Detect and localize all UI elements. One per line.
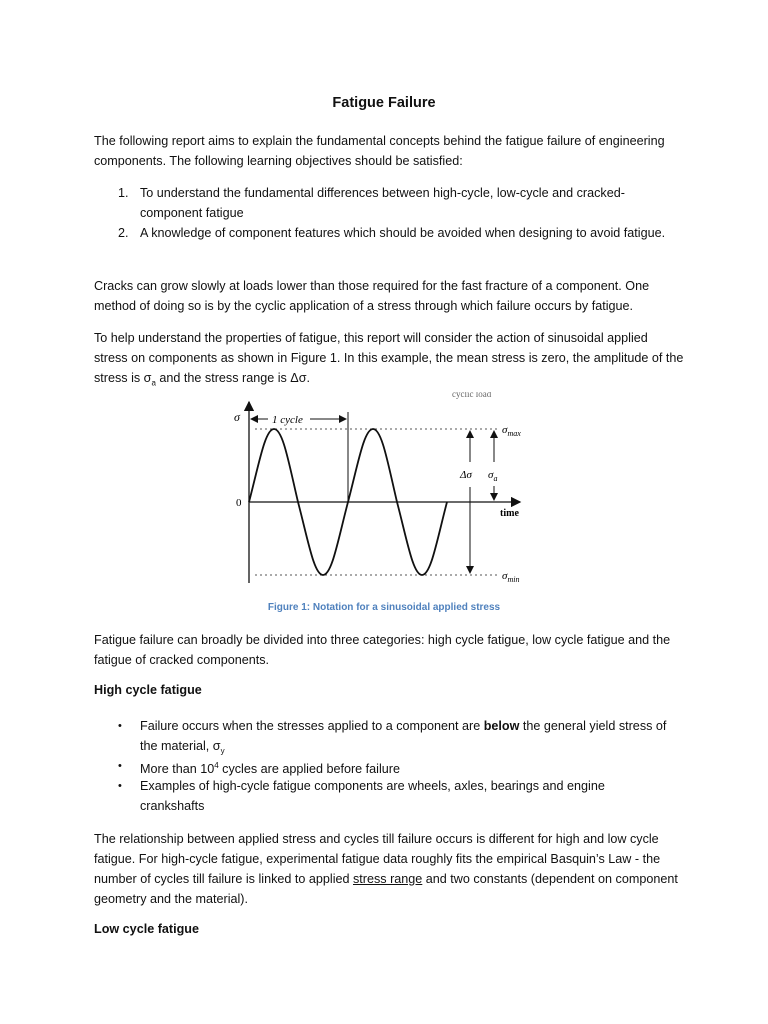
relationship-paragraph (94, 829, 684, 909)
stress-range-underlined: stress range (353, 872, 423, 886)
intro-paragraph: The following report aims to explain the fundamental concepts behind the fatigue failure of engineering components. The following learning objectives should be satisfied: (94, 134, 665, 168)
sinusoid-figure (222, 392, 522, 592)
sigma-y-subscript: y (220, 746, 225, 756)
bullet2-text-a: More than 10 (140, 762, 215, 777)
relationship-text-2: and two constants (dependent on component geometry and the material). (94, 872, 678, 906)
time-label: time (500, 508, 519, 519)
delta-sigma-label: Δσ (460, 469, 472, 481)
sinusoid-text-2: and the stress range is Δσ. (155, 371, 310, 385)
cracks-paragraph: Cracks can grow slowly at loads lower than those required for the fast fracture of a component. One method of doing so is by the cyclic application of a stress through which failure occurs by fatigue. (94, 279, 650, 313)
sigma-max-label: $\sigma_{max}$ (502, 424, 521, 438)
sinusoid-text-1: To help understand the properties of fatigue, this report will consider the action of sinusoidal applied stress on components as shown in Figure 1. In this example, the mean stress is zero, the amplitude of the stress is σ (94, 331, 684, 385)
low-cycle-heading: Low cycle fatigue (94, 922, 199, 936)
objective-text: A knowledge of component features which should be avoided when designing to avoid fatigue. (140, 226, 666, 240)
exponent: 4 (214, 761, 219, 770)
relationship-text-1: The relationship between applied stress and cycles till failure occurs is different for high and low cycle fatigue. For high-cycle fatigue, experimental fatigue data roughly fits the empirical Basquin’s Law - the number of cycles till failure is linked to applied (94, 832, 661, 886)
bullet-marker: • (118, 780, 122, 792)
bullet2-text-b: cycles are applied before failure (218, 762, 400, 777)
high-cycle-heading: High cycle fatigue (94, 683, 202, 697)
top-clipped-label: cyclic load (452, 392, 492, 399)
bullet1-text-a: Failure occurs when the stresses applied to a component are (140, 719, 484, 733)
sigma-a-label: $\sigma_a$ (488, 469, 498, 483)
sigma-min-label: $\sigma_{min}$ (502, 570, 520, 584)
objective-number: 1. (118, 186, 129, 200)
cycle-label: 1 cycle (272, 414, 303, 426)
objective-text: To understand the fundamental differences between high-cycle, low-cycle and cracked-component fatigue (140, 186, 625, 220)
categories-paragraph: Fatigue failure can broadly be divided into three categories: high cycle fatigue, low cycle fatigue and the fatigue of cracked components. (94, 633, 671, 667)
bullet-marker: • (118, 760, 122, 772)
bullet1-text-b: the general yield stress of the material, σ (140, 719, 667, 753)
figure-caption: Figure 1: Notation for a sinusoidal applied stress (267, 602, 501, 613)
objective-number: 2. (118, 226, 129, 240)
bullet-text (140, 716, 670, 762)
sigma-axis-label: σ (234, 410, 240, 424)
sigma-a-subscript: a (151, 378, 156, 388)
bullet1-bold: below (483, 719, 520, 733)
bullet-marker: • (118, 720, 122, 732)
sinusoid-paragraph (94, 328, 684, 394)
page-title: Fatigue Failure (332, 95, 436, 111)
zero-label: 0 (236, 497, 242, 509)
bullet-text: Examples of high-cycle fatigue components are wheels, axles, bearings and engine crankshafts (140, 779, 605, 813)
